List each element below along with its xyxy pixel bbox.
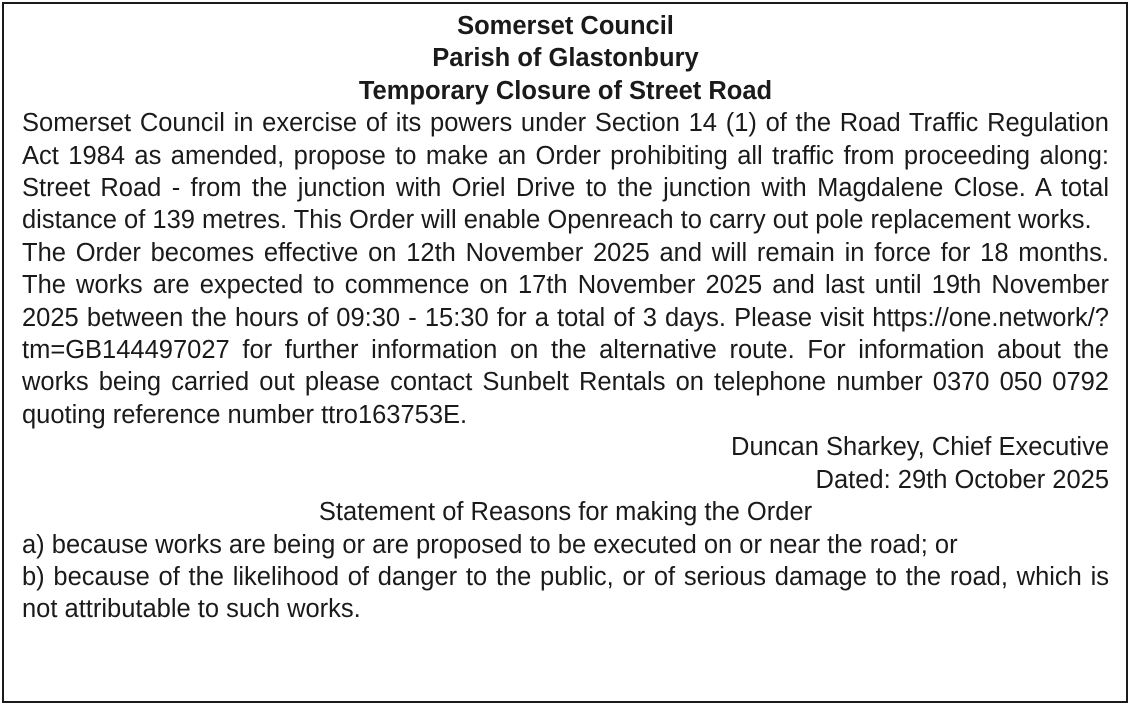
- reason-a: a) because works are being or are proposed to be executed on or near the road; or: [22, 530, 958, 559]
- parish-name: Parish of Glastonbury: [432, 44, 699, 73]
- public-notice: [2, 2, 1128, 703]
- reasons-heading: Statement of Reasons for making the Order: [318, 498, 813, 527]
- details-paragraph: The Order becomes effective on 12th November 2025 and will remain in force for 18 months. The works are expected to commence on 17th November 2025 and last until 19th November 2025 between the hours of 09:30 - 15:30 for a total of 3 days. Please visit https://one.network/?tm=GB144497027 for further information on the alternative route. For information about the works being carried out please contact Sunbelt Rentals on telephone number 0370 050 0792 quoting reference number ttro163753E.: [22, 238, 1109, 429]
- reason-b: b) because of the likelihood of danger to the public, or of serious damage to the road, which is not attributable to such works.: [22, 562, 1109, 624]
- council-name: Somerset Council: [457, 12, 674, 40]
- dated-line: Dated: 29th October 2025: [815, 465, 1109, 494]
- signatory: Duncan Sharkey, Chief Executive: [731, 433, 1109, 462]
- notice-title: Temporary Closure of Street Road: [358, 76, 773, 105]
- order-paragraph: Somerset Council in exercise of its powers under Section 14 (1) of the Road Traffic Regulation Act 1984 as amended, propose to make an Order prohibiting all traffic from proceeding along: Street Road - from the junction with Oriel Drive to the junction with Magdalene Close. A total distance of 139 metres. This Order will enable Openreach to carry out pole replacement works.: [22, 109, 1109, 235]
